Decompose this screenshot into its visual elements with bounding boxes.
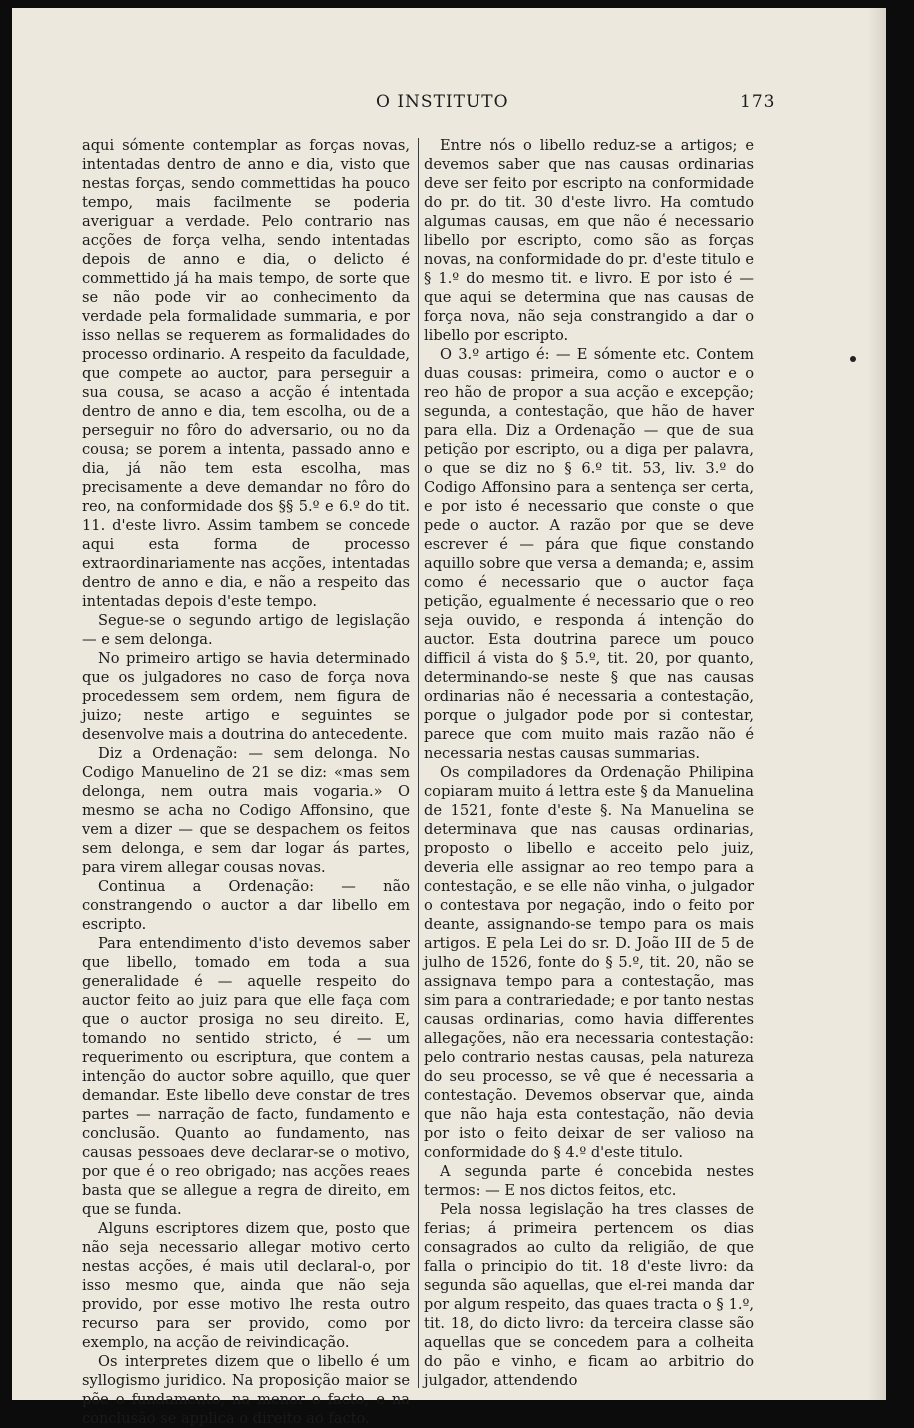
- running-title: O INSTITUTO: [376, 92, 509, 112]
- paragraph: Continua a Ordenação: — não constrangendo o auctor a dar libello em escripto.: [82, 878, 410, 933]
- paragraph: A segunda parte é concebida nestes termos: — E nos dictos feitos, etc.: [424, 1163, 754, 1199]
- paragraph: Pela nossa legislação ha tres classes de ferias; á primeira pertencem os dias consagrados ao culto da religião, de que falla o principio do tit. 18 d'este livro: da segunda são aquellas, que el-rei manda dar por algum respeito, das quaes tracta o § 1.º, tit. 18, do dicto livro: da terceira classe são aquellas que se concedem para a colheita do pão e vinho, e ficam ao arbitrio do julgador, attendendo: [424, 1201, 754, 1389]
- page-number: 173: [740, 92, 776, 112]
- column-divider: [418, 138, 419, 1388]
- margin-dot: [850, 356, 856, 362]
- paragraph: Os compiladores da Ordenação Philipina copiaram muito á lettra este § da Manuelina de 1521, fonte d'este §. Na Manuelina se determinava que nas causas ordinarias, proposto o libello e acceito pelo juiz, deveria elle assignar ao reo tempo para a contestação, e se elle não vinha, o julgador o contestava por negação, indo o feito por deante, assignando-se tempo para os mais artigos. E pela Lei do sr. D. João III de 5 de julho de 1526, fonte do § 5.º, tit. 20, não se assignava tempo para a contestação, mas sim para a contrariedade; e por tanto nestas causas ordinarias, como havia differentes allegações, não era necessaria contestação: pelo contrario nestas causas, pela natureza do seu processo, se vê que é necessaria a contestação. Devemos observar que, ainda que não haja esta contestação, não devia por isto o feito deixar de ser valioso na conformidade do § 4.º d'este titulo.: [424, 764, 754, 1161]
- paragraph: Para entendimento d'isto devemos saber que libello, tomado em toda a sua generalidade é — aquelle respeito do auctor feito ao juiz para que elle faça com que o auctor prosiga no seu direito. E, tomando no sentido stricto, é — um requerimento ou escriptura, que contem a intenção do auctor sobre aquillo, que quer demandar. Este libello deve constar de tres partes — narração de facto, fundamento e conclusão. Quanto ao fundamento, nas causas pessoaes deve declarar-se o motivo, por que é o reo obrigado; nas acções reaes basta que se allegue a regra de direito, em que se funda.: [82, 935, 410, 1218]
- paragraph: Diz a Ordenação: — sem delonga. No Codigo Manuelino de 21 se diz: «mas sem delonga, nem outra mais vogaria.» O mesmo se acha no Codigo Affonsino, que vem a dizer — que se despachem os feitos sem delonga, e sem dar logar ás partes, para virem allegar cousas novas.: [82, 745, 410, 876]
- paragraph: Entre nós o libello reduz-se a artigos; e devemos saber que nas causas ordinarias deve ser feito por escripto na conformidade do pr. do tit. 30 d'este livro. Ha comtudo algumas causas, em que não é necessario libello por escripto, como são as forças novas, na conformidade do pr. d'este titulo e § 1.º do mesmo tit. e livro. E por isto é — que aqui se determina que nas causas de força nova, não seja constrangido a dar o libello por escripto.: [424, 137, 754, 344]
- right-column: [424, 136, 754, 1390]
- paragraph: Alguns escriptores dizem que, posto que não seja necessario allegar motivo certo nestas acções, é mais util declaral-o, por isso mesmo que, ainda que não seja provido, por esse motivo lhe resta outro recurso para ser provido, como por exemplo, na acção de reivindicação.: [82, 1220, 410, 1351]
- paragraph: Os interpretes dizem que o libello é um syllogismo juridico. Na proposição maior se põe o fundamento, na menor o facto, e na conclusão se applica o direito ao facto.: [82, 1353, 410, 1427]
- page-edge-shadow: [868, 8, 886, 1400]
- paragraph: O 3.º artigo é: — E sómente etc. Contem duas cousas: primeira, como o auctor e o reo hão de propor a sua acção e excepção; segunda, a contestação, que hão de haver para ella. Diz a Ordenação — que de sua petição por escripto, ou a diga per palavra, o que se diz no § 6.º tit. 53, liv. 3.º do Codigo Affonsino para a sentença ser certa, e por isto é necessario que conste o que pede o auctor. A razão por que se deve escrever é — pára que fique constando aquillo sobre que versa a demanda; e, assim como é necessario que o auctor faça petição, egualmente é necessario que o reo seja ouvido, e responda á intenção do auctor. Esta doutrina parece um pouco difficil á vista do § 5.º, tit. 20, por quanto, determinando-se neste § que nas causas ordinarias não é necessaria a contestação, porque o julgador pode por si contestar, parece que com muito mais razão não é necessaria nestas causas summarias.: [424, 346, 754, 762]
- paragraph: No primeiro artigo se havia determinado que os julgadores no caso de força nova procedessem sem ordem, nem figura de juizo; neste artigo e seguintes se desenvolve mais a doutrina do antecedente.: [82, 650, 410, 743]
- left-column: [82, 136, 410, 1428]
- scanned-page: [12, 8, 886, 1427]
- paragraph: aqui sómente contemplar as forças novas, intentadas dentro de anno e dia, visto que nestas forças, sendo commettidas ha pouco tempo, mais facilmente se poderia averiguar a verdade. Pelo contrario nas acções de força velha, sendo intentadas depois de anno e dia, o delicto é commettido já ha mais tempo, de sorte que se não pode vir ao conhecimento da verdade pela formalidade summaria, e por isso nellas se requerem as formalidades do processo ordinario. A respeito da faculdade, que compete ao auctor, para perseguir a sua cousa, se acaso a acção é intentada dentro de anno e dia, tem escolha, ou de a perseguir no fôro do adversario, ou no da cousa; se porem a intenta, passado anno e dia, já não tem esta escolha, mas precisamente a deve demandar no fôro do reo, na conformidade dos §§ 5.º e 6.º do tit. 11. d'este livro. Assim tambem se concede aqui esta forma de processo extraordinariamente nas acções, intentadas dentro de anno e dia, e não a respeito das intentadas depois d'este tempo.: [82, 137, 410, 610]
- paragraph: Segue-se o segundo artigo de legislação— e sem delonga.: [82, 612, 410, 648]
